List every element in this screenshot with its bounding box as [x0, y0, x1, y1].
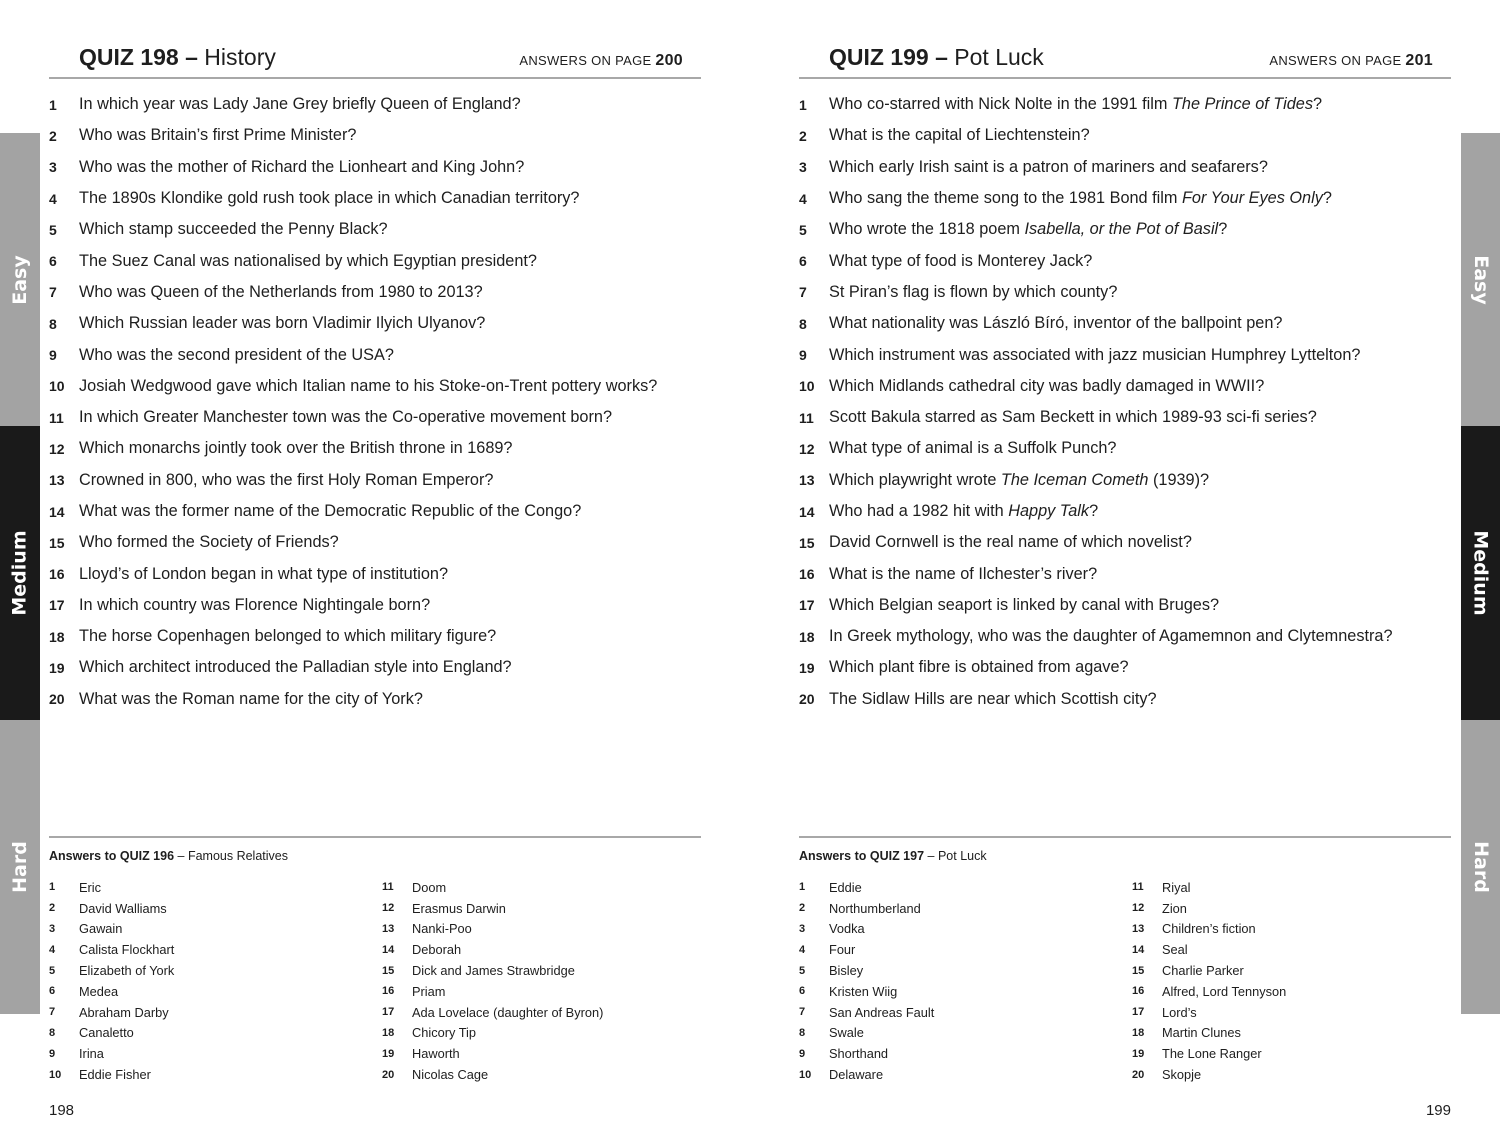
question-item — [799, 527, 1451, 558]
question-text: The Suez Canal was nationalised by which Egyptian president? — [79, 251, 537, 270]
answers-heading-topic: – Famous Relatives — [177, 849, 288, 863]
answer-item — [799, 960, 934, 981]
question-text: Which Russian leader was born Vladimir Ilyich Ulyanov? — [79, 314, 486, 333]
question-item — [799, 684, 1451, 715]
answer-text: Riyal — [1162, 879, 1191, 895]
answer-text: Erasmus Darwin — [412, 900, 506, 916]
answer-number: 4 — [799, 943, 806, 956]
answer-number: 11 — [382, 881, 394, 894]
question-text: In which country was Florence Nightingale born? — [79, 595, 431, 614]
answer-text: Nicolas Cage — [412, 1067, 489, 1083]
question-text: What type of animal is a Suffolk Punch? — [829, 439, 1117, 458]
answer-number: 20 — [1132, 1068, 1145, 1081]
question-text-end: ? — [1312, 95, 1323, 114]
question-number: 7 — [49, 284, 57, 301]
answer-item — [382, 898, 603, 919]
answer-number: 17 — [382, 1006, 395, 1019]
question-number: 17 — [799, 597, 815, 614]
question-item — [799, 558, 1451, 589]
page-number: 199 — [1425, 1102, 1451, 1119]
question-item — [49, 652, 701, 683]
answer-number: 19 — [1132, 1047, 1145, 1060]
answer-item — [49, 898, 174, 919]
answer-number: 7 — [799, 1006, 806, 1019]
answer-number: 8 — [799, 1026, 806, 1039]
hard-tab-left — [0, 720, 40, 1014]
question-text: Who wrote the 1818 poem — [829, 220, 1025, 239]
question-text: Which playwright wrote — [829, 470, 1001, 489]
answer-text: Martin Clunes — [1162, 1025, 1241, 1041]
question-italic-title: Happy Talk — [1008, 502, 1090, 520]
answer-number: 14 — [1132, 943, 1145, 956]
question-item — [799, 183, 1451, 214]
question-text: Which early Irish saint is a patron of mariners and seafarers? — [829, 157, 1268, 176]
answer-item — [799, 1064, 934, 1085]
question-item — [799, 120, 1451, 151]
question-text: What nationality was László Bíró, inventor of the ballpoint pen? — [829, 314, 1283, 333]
answer-text: Alfred, Lord Tennyson — [1162, 983, 1287, 999]
answer-item — [49, 960, 174, 981]
question-text: Lloyd’s of London began in what type of institution? — [79, 564, 449, 583]
answers-ref-text: ANSWERS ON PAGE — [1269, 53, 1402, 68]
answer-item — [382, 1002, 603, 1023]
answer-item — [49, 877, 174, 898]
medium-tab-right — [1461, 426, 1500, 720]
answer-text: The Lone Ranger — [1162, 1046, 1262, 1062]
question-item — [799, 277, 1451, 308]
question-text: In Greek mythology, who was the daughter of Agamemnon and Clytemnestra? — [829, 627, 1393, 646]
answer-item — [382, 919, 603, 940]
quiz-topic: History — [204, 44, 276, 70]
answers-reference — [1269, 52, 1433, 70]
answer-number: 1 — [49, 881, 56, 894]
question-number: 20 — [49, 691, 65, 708]
answer-text: Dick and James Strawbridge — [412, 963, 575, 979]
question-number: 9 — [49, 347, 57, 364]
answer-item — [382, 1043, 603, 1064]
question-number: 13 — [799, 472, 815, 489]
question-number: 6 — [49, 253, 57, 270]
answer-text: Gawain — [79, 921, 123, 937]
answer-item — [799, 1043, 934, 1064]
question-text: What is the capital of Liechtenstein? — [829, 126, 1090, 145]
answer-text: Northumberland — [829, 900, 921, 916]
hard-tab-label: Hard — [9, 841, 32, 893]
answer-text: Ada Lovelace (daughter of Byron) — [412, 1004, 604, 1020]
question-text: Who was the second president of the USA? — [79, 345, 394, 364]
answer-text: Vodka — [829, 921, 865, 937]
answer-text: Skopje — [1162, 1067, 1202, 1083]
answer-item — [799, 939, 934, 960]
answer-number: 8 — [49, 1026, 56, 1039]
answer-text: Eddie — [829, 879, 862, 895]
question-number: 17 — [49, 597, 65, 614]
answers-heading-quiz: Answers to QUIZ 196 — [49, 849, 175, 863]
answer-number: 12 — [382, 902, 395, 915]
question-text: Which instrument was associated with jazz musician Humphrey Lyttelton? — [829, 345, 1361, 364]
answer-number: 20 — [382, 1068, 395, 1081]
medium-tab-label: Medium — [1470, 530, 1493, 616]
question-item — [799, 652, 1451, 683]
question-text-end: (1939)? — [1148, 470, 1210, 489]
answer-item — [799, 919, 934, 940]
question-number: 5 — [49, 221, 57, 238]
question-text: Which plant fibre is obtained from agave? — [829, 658, 1129, 677]
answer-item — [1132, 919, 1286, 940]
answers-column-2 — [1132, 877, 1286, 1085]
question-text: David Cornwell is the real name of which novelist? — [829, 533, 1192, 552]
medium-tab-label: Medium — [9, 530, 32, 616]
answer-text: Canaletto — [79, 1025, 134, 1041]
answer-number: 1 — [799, 881, 806, 894]
question-number: 3 — [49, 159, 57, 176]
answers-divider — [49, 836, 701, 838]
question-text: In which Greater Manchester town was the Co-operative movement born? — [79, 408, 613, 427]
question-item — [799, 621, 1451, 652]
answer-number: 5 — [49, 964, 56, 977]
question-text: St Piran’s flag is flown by which county? — [829, 282, 1118, 301]
question-item — [799, 89, 1451, 120]
question-number: 11 — [799, 409, 814, 426]
question-item — [49, 527, 701, 558]
question-number: 10 — [49, 378, 65, 395]
quiz-title — [79, 44, 276, 71]
question-text: Crowned in 800, who was the first Holy Roman Emperor? — [79, 470, 494, 489]
answer-item — [1132, 898, 1286, 919]
answer-item — [1132, 1043, 1286, 1064]
question-number: 4 — [49, 190, 57, 207]
answer-item — [49, 1023, 174, 1044]
question-italic-title: The Prince of Tides — [1171, 95, 1313, 114]
question-item — [49, 214, 701, 245]
question-item — [49, 590, 701, 621]
answer-item — [1132, 1023, 1286, 1044]
question-number: 18 — [799, 628, 815, 645]
answer-number: 9 — [49, 1047, 56, 1060]
answer-item — [1132, 960, 1286, 981]
answer-number: 10 — [49, 1068, 62, 1081]
question-item — [49, 308, 701, 339]
question-italic-title: For Your Eyes Only — [1181, 189, 1323, 208]
answer-text: David Walliams — [79, 900, 167, 916]
question-number: 1 — [799, 96, 807, 113]
answer-number: 12 — [1132, 902, 1145, 915]
question-text: Who had a 1982 hit with — [829, 502, 1009, 520]
answer-text: Seal — [1162, 942, 1188, 958]
answer-text: Swale — [829, 1025, 864, 1041]
answer-number: 14 — [382, 943, 395, 956]
question-text: The Sidlaw Hills are near which Scottish city? — [829, 689, 1157, 708]
answer-text: Nanki-Poo — [412, 921, 472, 937]
answer-item — [382, 877, 603, 898]
question-text: Who sang the theme song to the 1981 Bond film — [829, 189, 1182, 208]
answers-ref-text: ANSWERS ON PAGE — [519, 53, 652, 68]
quiz-header — [799, 40, 1451, 79]
question-number: 14 — [799, 503, 815, 520]
answer-text: Four — [829, 942, 856, 958]
answer-number: 11 — [1132, 881, 1144, 894]
answer-item — [382, 1064, 603, 1085]
answer-number: 7 — [49, 1006, 56, 1019]
answer-number: 3 — [799, 922, 806, 935]
question-number: 20 — [799, 691, 815, 708]
answer-item — [382, 981, 603, 1002]
answer-text: Bisley — [829, 963, 864, 979]
answer-number: 13 — [382, 922, 395, 935]
hard-tab-label: Hard — [1470, 841, 1493, 893]
answer-number: 13 — [1132, 922, 1145, 935]
answer-text: Charlie Parker — [1162, 963, 1244, 979]
answer-item — [799, 1023, 934, 1044]
question-number: 10 — [799, 378, 815, 395]
answer-item — [799, 898, 934, 919]
question-number: 2 — [799, 127, 807, 144]
question-item — [799, 433, 1451, 464]
answers-reference — [519, 52, 683, 70]
answer-text: Elizabeth of York — [79, 963, 175, 979]
answer-text: Lord’s — [1162, 1004, 1197, 1020]
answer-number: 16 — [382, 985, 395, 998]
question-number: 16 — [49, 566, 65, 583]
answers-heading — [49, 849, 288, 863]
question-number: 15 — [49, 534, 65, 551]
question-text: Which architect introduced the Palladian style into England? — [79, 658, 512, 677]
answer-item — [1132, 981, 1286, 1002]
easy-tab-right — [1461, 133, 1500, 426]
question-item — [49, 89, 701, 120]
question-number: 12 — [49, 440, 65, 457]
left-page — [49, 0, 701, 1147]
answer-text: Kristen Wiig — [829, 983, 898, 999]
answer-text: San Andreas Fault — [829, 1004, 935, 1020]
question-number: 13 — [49, 472, 65, 489]
answer-item — [49, 1064, 174, 1085]
answer-item — [1132, 939, 1286, 960]
question-text: In which year was Lady Jane Grey briefly Queen of England? — [79, 95, 521, 114]
answer-item — [49, 981, 174, 1002]
question-number: 3 — [799, 159, 807, 176]
easy-tab-left — [0, 133, 40, 426]
question-text: Who formed the Society of Friends? — [79, 533, 339, 552]
question-item — [49, 402, 701, 433]
question-item — [799, 308, 1451, 339]
answer-text: Doom — [412, 879, 447, 895]
question-text: Who co-starred with Nick Nolte in the 1991 film — [829, 95, 1172, 114]
question-item — [799, 152, 1451, 183]
answer-number: 17 — [1132, 1006, 1145, 1019]
answer-number: 19 — [382, 1047, 395, 1060]
quiz-topic: Pot Luck — [954, 44, 1044, 70]
question-text: Which stamp succeeded the Penny Black? — [79, 220, 388, 239]
question-number: 14 — [49, 503, 65, 520]
question-item — [49, 684, 701, 715]
question-item — [799, 245, 1451, 276]
question-text-end: ? — [1089, 502, 1099, 520]
question-italic-title: Isabella, or the Pot of Basil — [1024, 220, 1219, 239]
title-dash: – — [185, 44, 198, 70]
answer-number: 18 — [1132, 1026, 1145, 1039]
answer-text: Medea — [79, 983, 119, 999]
answer-item — [49, 939, 174, 960]
answer-number: 16 — [1132, 985, 1145, 998]
quiz-header — [49, 40, 701, 79]
answer-item — [382, 1023, 603, 1044]
answer-item — [382, 960, 603, 981]
question-item — [799, 214, 1451, 245]
question-item — [799, 371, 1451, 402]
answer-item — [382, 939, 603, 960]
question-number: 9 — [799, 347, 807, 364]
answers-heading-quiz: Answers to QUIZ 197 — [799, 849, 925, 863]
answer-item — [49, 1043, 174, 1064]
easy-tab-label: Easy — [1470, 254, 1492, 305]
answers-heading — [799, 849, 987, 863]
question-list — [49, 89, 701, 715]
answer-item — [49, 1002, 174, 1023]
question-number: 19 — [799, 659, 815, 676]
right-page — [799, 0, 1451, 1147]
question-text: Which Belgian seaport is linked by canal with Bruges? — [829, 595, 1220, 614]
answer-item — [49, 919, 174, 940]
question-number: 18 — [49, 628, 65, 645]
question-item — [49, 558, 701, 589]
question-number: 19 — [49, 659, 65, 676]
answer-number: 2 — [799, 902, 806, 915]
quiz-number: QUIZ 199 — [829, 44, 929, 70]
answer-number: 15 — [1132, 964, 1145, 977]
answer-text: Irina — [79, 1046, 104, 1062]
question-item — [49, 496, 701, 527]
easy-tab-label: Easy — [9, 254, 31, 305]
question-italic-title: The Iceman Cometh — [1000, 470, 1149, 489]
answer-text: Calista Flockhart — [79, 942, 175, 958]
answer-item — [1132, 877, 1286, 898]
question-text: Which monarchs jointly took over the British throne in 1689? — [79, 439, 513, 458]
answer-number: 6 — [49, 985, 56, 998]
answer-text: Shorthand — [829, 1046, 889, 1062]
answer-number: 3 — [49, 922, 56, 935]
question-item — [799, 402, 1451, 433]
answers-heading-topic: – Pot Luck — [927, 849, 987, 863]
question-number: 8 — [799, 315, 807, 332]
question-text: The 1890s Klondike gold rush took place in which Canadian territory? — [79, 189, 580, 208]
question-text-end: ? — [1322, 189, 1332, 208]
answer-item — [1132, 1064, 1286, 1085]
question-item — [49, 277, 701, 308]
question-text: Who was Britain’s first Prime Minister? — [79, 126, 357, 145]
question-text: What type of food is Monterey Jack? — [829, 251, 1093, 270]
answers-ref-page: 201 — [1405, 52, 1433, 69]
question-number: 12 — [799, 440, 815, 457]
answer-text: Priam — [412, 983, 446, 999]
answer-number: 15 — [382, 964, 395, 977]
answer-number: 9 — [799, 1047, 806, 1060]
answer-text: Eddie Fisher — [79, 1067, 151, 1083]
question-text-end: ? — [1218, 220, 1228, 239]
question-text: What was the former name of the Democratic Republic of the Congo? — [79, 502, 582, 520]
page-number: 198 — [49, 1102, 75, 1119]
question-number: 2 — [49, 127, 57, 144]
question-text: Who was the mother of Richard the Lionheart and King John? — [79, 157, 525, 176]
question-item — [799, 590, 1451, 621]
answer-text: Children’s fiction — [1162, 921, 1256, 937]
question-item — [49, 183, 701, 214]
question-text: What was the Roman name for the city of York? — [79, 689, 423, 708]
answers-ref-page: 200 — [655, 52, 683, 69]
question-text: Scott Bakula starred as Sam Beckett in which 1989-93 sci-fi series? — [829, 408, 1317, 427]
answers-column-1 — [49, 877, 174, 1085]
question-item — [799, 339, 1451, 370]
answer-number: 5 — [799, 964, 806, 977]
question-number: 5 — [799, 221, 807, 238]
question-list — [799, 89, 1451, 715]
hard-tab-right — [1461, 720, 1500, 1014]
question-item — [799, 496, 1451, 527]
quiz-number: QUIZ 198 — [79, 44, 179, 70]
question-number: 8 — [49, 315, 57, 332]
question-text: The horse Copenhagen belonged to which military figure? — [79, 627, 497, 646]
question-item — [49, 339, 701, 370]
question-item — [49, 465, 701, 496]
answer-number: 2 — [49, 902, 56, 915]
question-item — [49, 120, 701, 151]
answer-text: Chicory Tip — [412, 1025, 477, 1041]
answer-number: 6 — [799, 985, 806, 998]
answer-text: Zion — [1162, 900, 1187, 916]
answer-text: Eric — [79, 879, 102, 895]
question-item — [49, 433, 701, 464]
question-text: Josiah Wedgwood gave which Italian name to his Stoke-on-Trent pottery works? — [79, 376, 658, 395]
answer-item — [799, 1002, 934, 1023]
quiz-title — [829, 44, 1044, 71]
answers-column-1 — [799, 877, 934, 1085]
answer-number: 18 — [382, 1026, 395, 1039]
answer-text: Deborah — [412, 942, 462, 958]
answer-number: 4 — [49, 943, 56, 956]
question-number: 11 — [49, 409, 64, 426]
question-number: 6 — [799, 253, 807, 270]
answer-text: Abraham Darby — [79, 1004, 169, 1020]
medium-tab-left — [0, 426, 40, 720]
answer-item — [799, 877, 934, 898]
title-dash: – — [935, 44, 948, 70]
answers-divider — [799, 836, 1451, 838]
question-item — [49, 245, 701, 276]
question-item — [49, 152, 701, 183]
question-number: 4 — [799, 190, 807, 207]
question-number: 16 — [799, 566, 815, 583]
answer-item — [799, 981, 934, 1002]
answer-text: Haworth — [412, 1046, 460, 1062]
question-item — [49, 371, 701, 402]
answer-item — [1132, 1002, 1286, 1023]
question-text: What is the name of Ilchester’s river? — [829, 564, 1098, 583]
question-number: 7 — [799, 284, 807, 301]
answers-column-2 — [382, 877, 603, 1085]
answer-number: 10 — [799, 1068, 812, 1081]
question-number: 15 — [799, 534, 815, 551]
question-item — [799, 465, 1451, 496]
question-text: Who was Queen of the Netherlands from 1980 to 2013? — [79, 282, 483, 301]
answer-text: Delaware — [829, 1067, 884, 1083]
question-number: 1 — [49, 96, 57, 113]
question-text: Which Midlands cathedral city was badly damaged in WWII? — [829, 376, 1265, 395]
question-item — [49, 621, 701, 652]
